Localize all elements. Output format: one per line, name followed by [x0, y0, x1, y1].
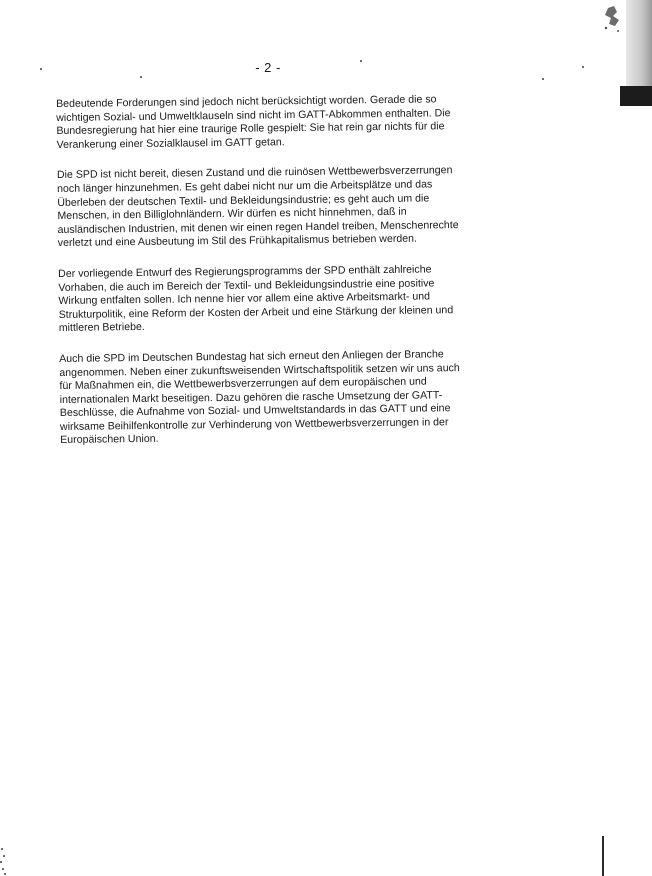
scan-speck: [140, 76, 142, 78]
text-line: Die SPD ist nicht bereit, diesen Zustand und die ruinösen Wettbewerbsverzerrungen: [56, 164, 453, 182]
paragraph-4: [59, 348, 492, 448]
scan-dark-edge: [620, 86, 652, 106]
paragraph-1: [56, 93, 489, 153]
text-line: wichtigen Sozial- und Umweltklauseln sind nicht im GATT-Abkommen enthalten. Die: [56, 106, 451, 124]
text-line: verletzt und eine Ausbeutung im Stil des Frühkapitalismus betrieben werden.: [57, 232, 418, 250]
text-line: Beschlüsse, die Aufnahme von Sozial- und Umweltstandards in das GATT und eine: [59, 402, 451, 420]
text-line: Europäischen Union.: [60, 433, 159, 447]
text-line: Strukturpolitik, eine Reform der Kosten der Arbeit und eine Stärkung der kleinen und: [58, 303, 454, 321]
page-number: - 2 -: [255, 60, 281, 75]
text-line: Vorhaben, die auch im Bereich der Textil- und Bekleidungsindustrie eine positive: [58, 276, 435, 294]
text-line: Der vorliegende Entwurf des Regierungsprogramms der SPD enthält zahlreiche: [58, 263, 432, 280]
scan-left-speckle: [0, 846, 6, 876]
text-line: ausländischen Industrien, mit denen wir einen regen Handel treiben, Menschenrechte: [57, 218, 459, 236]
text-line: Menschen, in den Billiglohnländern. Wir dürfen es nicht hinnehmen, daß in: [57, 205, 407, 223]
text-line: Wirkung entfalten sollen. Ich nenne hier vor allem eine aktive Arbeitsmarkt- und: [58, 290, 431, 308]
text-line: mittleren Betriebe.: [58, 321, 145, 335]
scan-speck: [542, 78, 544, 80]
paragraph-3: [58, 263, 491, 336]
scan-speck: [582, 66, 584, 68]
text-line: noch länger hinzunehmen. Es geht dabei nicht nur um die Arbeitsplätze und das: [57, 178, 433, 195]
paragraph-2: [57, 164, 490, 251]
scan-corner-blot: [602, 4, 622, 34]
text-line: Verankerung einer Sozialklausel im GATT getan.: [56, 135, 285, 151]
text-line: Auch die SPD im Deutschen Bundestag hat sich erneut den Anliegen der Branche: [59, 348, 444, 365]
scan-speck: [40, 68, 42, 70]
scan-edge-strip: [626, 0, 652, 86]
text-line: wirksame Beihilfenkontrolle zur Verhinderung von Wettbewerbsverzerrungen in der: [59, 416, 449, 433]
text-line: für Maßnahmen ein, die Wettbewerbsverzerrungen auf dem europäischen und: [59, 375, 427, 393]
text-line: Bedeutende Forderungen sind jedoch nicht berücksichtigt worden. Gerade die so: [56, 93, 437, 110]
text-line: angenommen. Neben einer zukunftsweisenden Wirtschaftspolitik setzen wir uns auch: [59, 361, 460, 379]
document-body: [56, 93, 492, 465]
scan-right-line: [602, 836, 604, 876]
scan-speck: [360, 60, 362, 62]
text-line: Überleben der deutschen Textil- und Bekleidungsindustrie; es geht auch um die: [57, 192, 430, 209]
text-line: Bundesregierung hat hier eine traurige Rolle gespielt: Sie hat rein gar nichts für die: [56, 120, 445, 138]
text-line: internationalen Markt beseitigen. Dazu gehören die rasche Umsetzung der GATT-: [59, 388, 443, 406]
